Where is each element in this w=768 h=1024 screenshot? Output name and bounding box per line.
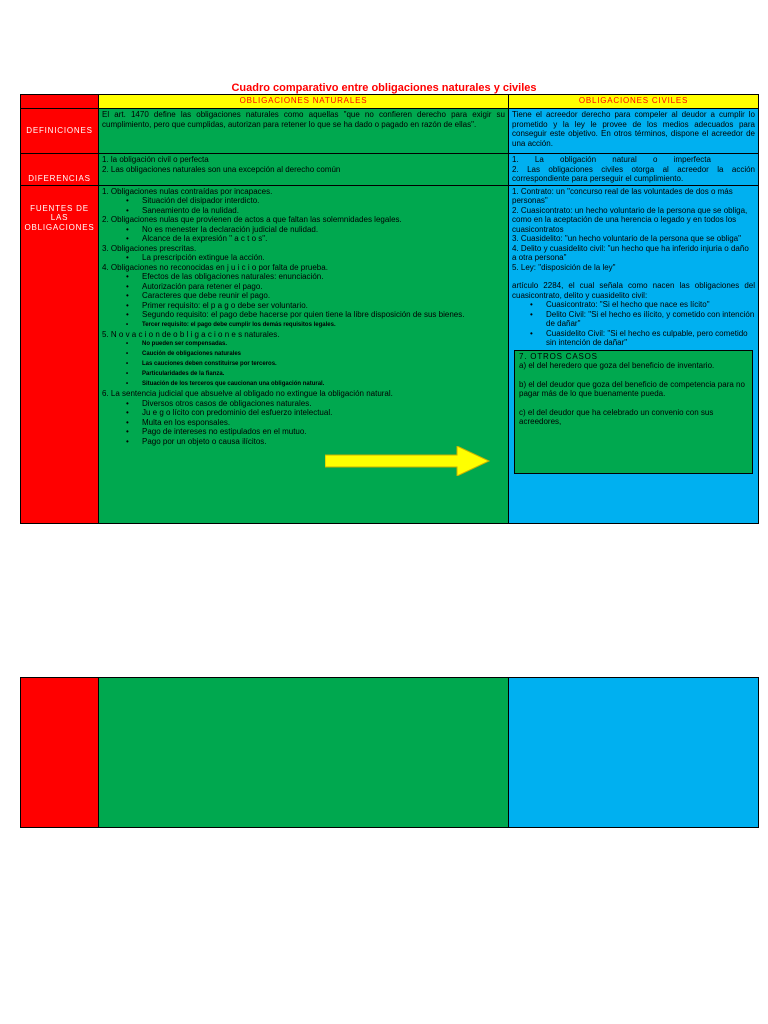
- list-item: • Situación del disipador interdicto.: [142, 196, 505, 206]
- civiles-list-4: 4. Delito y cuasidelito civil: "un hecho que ha inferido injuria o daño a otra persona": [512, 243, 749, 262]
- civiles-list-5: 5. Ley: "disposición de la ley": [512, 262, 616, 272]
- diferencias-civiles: [509, 154, 759, 186]
- list-item: • Efectos de las obligaciones naturales: enunciación.: [142, 272, 505, 282]
- list-item: • Caución de obligaciones naturales: [142, 349, 505, 359]
- list-item: • Saneamiento de la nulidad.: [142, 206, 505, 216]
- list-item: • Cuasidelito Civil: "Si el hecho es culpable, pero cometido sin intención de dañar": [546, 329, 755, 348]
- fuentes-item-1-list: [102, 196, 505, 215]
- row-definiciones: [21, 109, 759, 154]
- civiles-list-3: 3. Cuasidelito: "un hecho voluntario de la persona que se obliga": [512, 234, 741, 243]
- header-civiles: OBLIGACIONES CIVILES: [509, 95, 759, 109]
- list-item: • Multa en los esponsales.: [142, 418, 505, 428]
- otros-casos-box: [514, 350, 753, 474]
- list-item: • La prescripción extingue la acción.: [142, 253, 505, 263]
- empty-blue-cell: [509, 678, 759, 828]
- label-diferencias: [21, 154, 99, 186]
- diferencias-naturales-1: 1. la obligación civil o perfecta: [102, 155, 209, 164]
- list-item: • Tercer requisito: el pago debe cumplir los demás requisitos legales.: [142, 320, 505, 330]
- header-row: [21, 95, 759, 109]
- row-diferencias: [21, 154, 759, 186]
- fuentes-item-6-list: [102, 399, 505, 447]
- list-item: • Pago de intereses no estipulados en el mutuo.: [142, 427, 505, 437]
- list-item: • Ju e g o lícito con predominio del esfuerzo intelectual.: [142, 408, 505, 418]
- fuentes-item-5: 5. N o v a c i o n de o b l i g a c i o n e s naturales.: [102, 329, 280, 339]
- list-item: • Cuasicontrato: "Si el hecho que nace es lícito": [546, 300, 755, 310]
- otros-casos-c: c) el del deudor que ha celebrado un convenio con sus acreedores,: [519, 407, 714, 426]
- fuentes-civiles: [509, 185, 759, 523]
- fuentes-item-3: 3. Obligaciones prescritas.: [102, 243, 197, 253]
- otros-casos-title: 7. OTROS CASOS: [519, 351, 598, 361]
- label-fuentes-text: FUENTES DE LAS OBLIGACIONES: [24, 203, 95, 232]
- label-diferencias-text: DIFERENCIAS: [28, 174, 91, 183]
- list-item: • No es menester la declaración judicial de nulidad.: [142, 225, 505, 235]
- diferencias-naturales-2: 2. Las obligaciones naturales son una excepción al derecho común: [102, 164, 341, 174]
- fuentes-item-4: 4. Obligaciones no reconocidas en j u i c i o por falta de prueba.: [102, 262, 328, 272]
- list-item: • Las cauciones deben constituirse por terceros.: [142, 359, 505, 369]
- header-naturales: OBLIGACIONES NATURALES: [99, 95, 509, 109]
- diferencias-naturales: [99, 154, 509, 186]
- civiles-articulo-list: [512, 300, 755, 348]
- list-item: • Segundo requisito: el pago debe hacerse por quien tiene la libre disposición de sus bienes.: [142, 310, 505, 320]
- diferencias-civiles-2: 2. Las obligaciones civiles otorga al acreedor la acción correspondiente para perseguir el cumplimiento.: [512, 164, 755, 183]
- fuentes-item-3-list: [102, 253, 505, 263]
- fuentes-item-5-list: [102, 339, 505, 389]
- definiciones-civiles: Tiene el acreedor derecho para compeler al deudor a cumplir lo prometido y la ley le provee de los medios adecuados para conseguir este objetivo. En otros términos, dispone el acreedor de una acción.: [509, 109, 759, 154]
- fuentes-item-2-list: [102, 225, 505, 244]
- otros-casos-a: a) el del heredero que goza del beneficio de inventario.: [519, 361, 715, 370]
- list-item: • Particularidades de la fianza.: [142, 369, 505, 379]
- fuentes-item-1: 1. Obligaciones nulas contraídas por incapaces.: [102, 186, 273, 196]
- page-title: Cuadro comparativo entre obligaciones naturales y civiles: [231, 82, 537, 94]
- list-item: • Autorización para retener el pago.: [142, 282, 505, 292]
- otros-casos-b: b) el del deudor que goza del beneficio de competencia para no pagar más de lo que buenamente pueda.: [519, 379, 745, 398]
- fuentes-item-6: 6. La sentencia judicial que absuelve al obligado no extingue la obligación natural.: [102, 389, 393, 398]
- fuentes-item-4-list: [102, 272, 505, 330]
- list-item: • Alcance de la expresión " a c t o s".: [142, 234, 505, 244]
- list-item: • Diversos otros casos de obligaciones naturales.: [142, 399, 505, 409]
- list-item: • Caracteres que debe reunir el pago.: [142, 291, 505, 301]
- list-item: • Primer requisito: el p a g o debe ser voluntario.: [142, 301, 505, 311]
- definiciones-naturales: El art. 1470 define las obligaciones naturales como aquellas "que no confieren derecho para exigir su cumplimiento, pero que cumplidas, autorizan para retener lo que se ha dado o pagado en razón de ellas".: [99, 109, 509, 154]
- label-definiciones: [21, 109, 99, 154]
- list-item: • Situación de los terceros que caucionan una obligación natural.: [142, 379, 505, 389]
- empty-row: [21, 678, 759, 828]
- label-definiciones-text: DEFINICIONES: [26, 126, 93, 136]
- empty-green-cell: [99, 678, 509, 828]
- header-corner: [21, 95, 99, 109]
- diferencias-civiles-1: 1. La obligación natural o imperfecta: [512, 155, 711, 164]
- list-item: • Pago por un objeto o causa ilícitos.: [142, 437, 505, 447]
- fuentes-item-2: 2. Obligaciones nulas que provienen de actos a que faltan las solemnidades legales.: [102, 215, 402, 224]
- arrow-right-icon: [325, 446, 491, 476]
- label-fuentes: [21, 185, 99, 523]
- empty-red-cell: [21, 678, 99, 828]
- list-item: • Delito Civil: "Si el hecho es ilícito, y cometido con intención de dañar": [546, 310, 755, 329]
- civiles-list-2: 2. Cuasicontrato: un hecho voluntario de la persona que se obliga, como en la aceptación de una herencia o legado y en todos los cuasicontratos: [512, 205, 748, 234]
- civiles-articulo: artículo 2284, el cual señala como nacen las obligaciones del cuasicontrato, delito y cuasidelito civil:: [512, 281, 755, 300]
- civiles-list-1: 1. Contrato: un "concurso real de las voluntades de dos o más personas": [512, 186, 733, 205]
- list-item: • No pueden ser compensadas.: [142, 339, 505, 349]
- empty-color-table: [20, 677, 759, 828]
